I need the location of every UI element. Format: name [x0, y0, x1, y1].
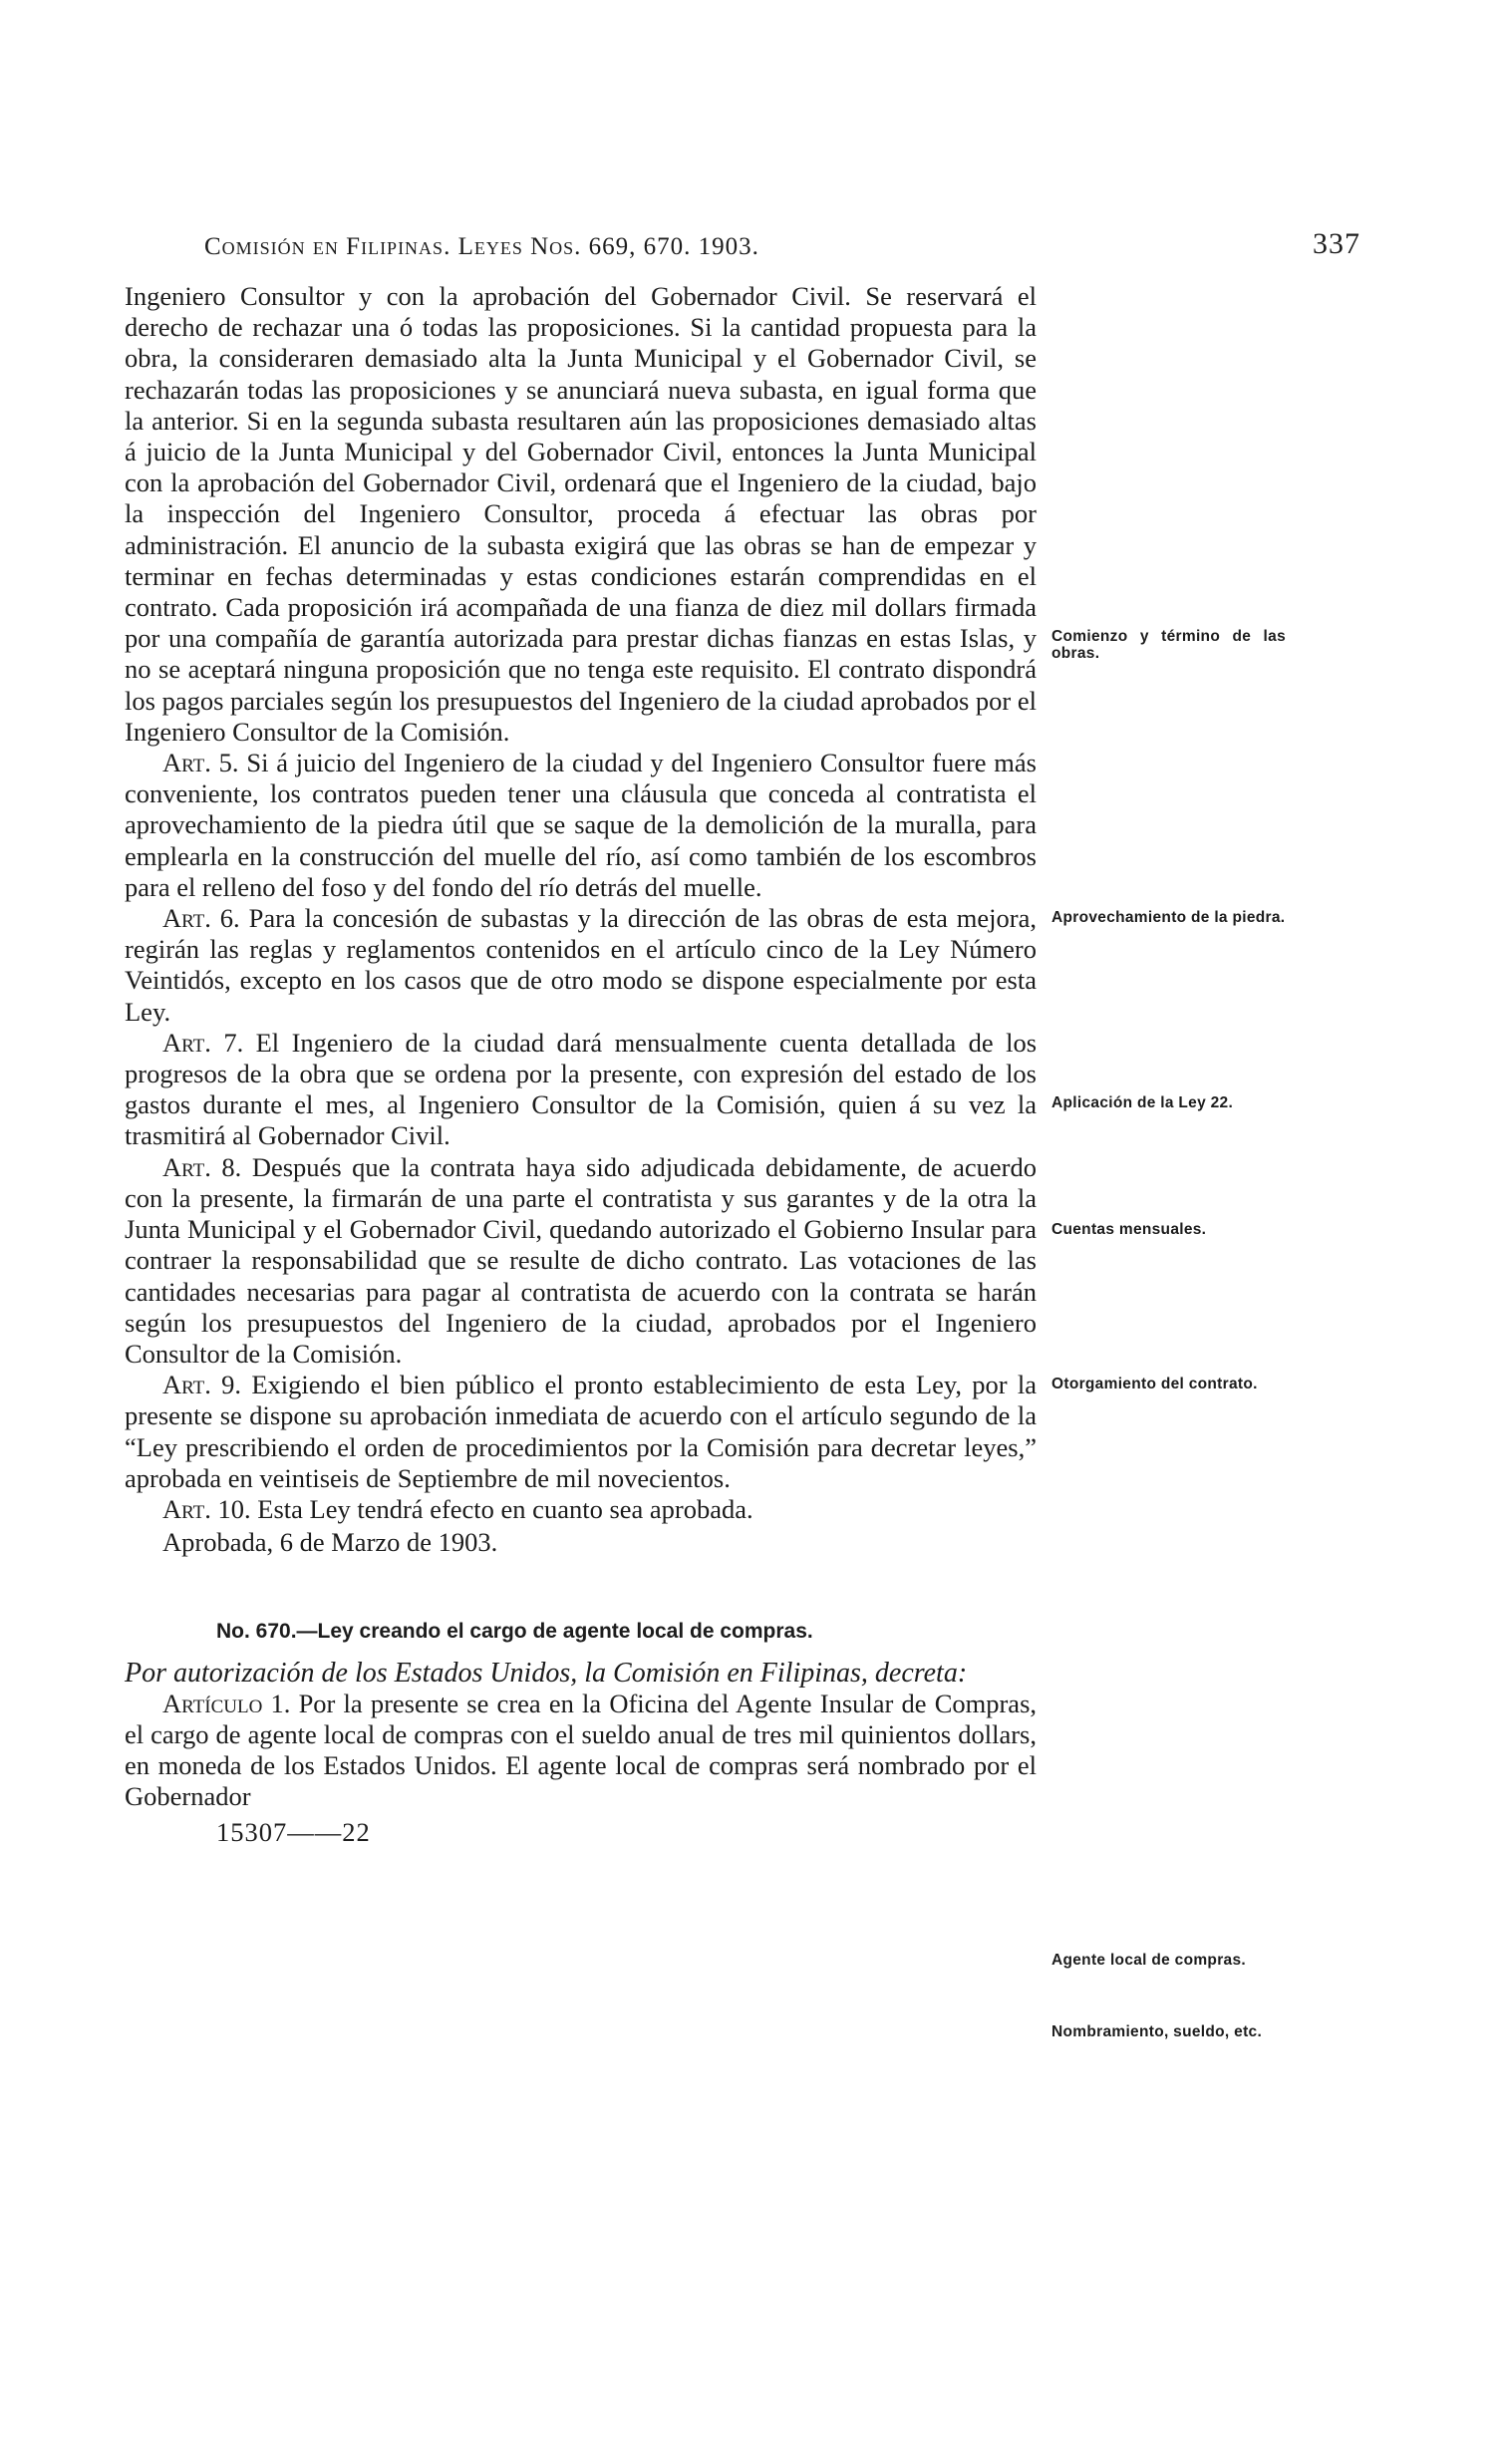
- article-label: Art. 5.: [162, 748, 239, 778]
- approval-date: Aprobada, 6 de Marzo de 1903.: [162, 1527, 498, 1558]
- margin-note-cuentas: Cuentas mensuales.: [1051, 1221, 1207, 1238]
- article-6: [125, 903, 1037, 1028]
- running-header: [204, 227, 1360, 267]
- article-7: [125, 1028, 1037, 1152]
- article-text: Si á juicio del Ingeniero de la ciudad y del Ingeniero Consultor fuere más conveniente, los contratos pueden tener una cláusula que conceda al contratista el aprovechamiento de la piedra útil que se saque de la demolición de la muralla, para emplearla en la construcción del muelle del río, así como también de los escombros para el relleno del foso y del fondo del río detrás del muelle.: [125, 748, 1037, 902]
- article-label: Art. 10.: [162, 1493, 251, 1524]
- article-text: Después que la contrata haya sido adjudicada debidamente, de acuerdo con la presente, la firmarán de una parte el contratista y sus garantes y de la otra la Junta Municipal y el Gobernador Civil, quedando autorizado el Gobierno Insular para contraer la responsabilidad que se resulte de dicho contrato. Las votaciones de las cantidades necesarias para pagar al contratista de acuerdo con la contrata se harán según los presupuestos del Ingeniero de la ciudad, aprobados por el Ingeniero Consultor de la Comisión.: [125, 1151, 1037, 1369]
- article-10: [125, 1494, 1037, 1525]
- article-label: Art. 7.: [162, 1027, 244, 1058]
- margin-note-nombramiento: Nombramiento, sueldo, etc.: [1051, 2023, 1263, 2040]
- article-5: [125, 748, 1037, 903]
- main-text: [125, 281, 1037, 1848]
- margin-note-comienzo: Comienzo y término de las obras.: [1051, 628, 1286, 662]
- paragraph-continued: Ingeniero Consultor y con la aprobación del Gobernador Civil. Se reservará el derecho de rechazar una ó todas las proposiciones. Si la cantidad propuesta para la obra, la consideraren demasiado alta la Junta Municipal y el Gobernador Civil, se rechazarán todas las proposiciones y se anunciará nueva subasta, en igual forma que la anterior. Si en la segunda subasta resultaren aún las proposiciones demasiado altas á juicio de la Junta Municipal y del Gobernador Civil, entonces la Junta Municipal con la aprobación del Gobernador Civil, ordenará que el Ingeniero de la ciudad, bajo la inspección del Ingeniero Consultor, proceda á efectuar las obras por administración. El anuncio de la subasta exigirá que las obras se han de empezar y terminar en fechas determinadas y estas condiciones estarán comprendidas en el contrato. Cada proposición irá acompañada de una fianza de diez mil dollars firmada por una compañía de garantía autorizada para prestar dichas fianzas en estas Islas, y no se aceptará ninguna proposición que no tenga este requisito. El contrato dispondrá los pagos parciales según los presupuestos del Ingeniero de la ciudad aprobados por el Ingeniero Consultor de la Comisión.: [125, 281, 1037, 747]
- article-text: Exigiendo el bien público el pronto establecimiento de esta Ley, por la presente se dispone su aprobación inmediata de acuerdo con el artículo segundo de la “Ley prescribiendo el orden de procedimientos por la Comisión para decretar leyes,” aprobada en veintiseis de Septiembre de mil novecientos.: [125, 1370, 1038, 1493]
- page-number: 337: [1313, 227, 1360, 260]
- article-label: Art. 8.: [162, 1151, 242, 1182]
- article-label: Artículo 1.: [162, 1688, 291, 1718]
- article-8: [125, 1152, 1037, 1370]
- article-label: Art. 9.: [162, 1370, 242, 1400]
- running-title: Comisión en Filipinas. Leyes Nos. 669, 670. 1903.: [204, 233, 759, 260]
- article-text: Esta Ley tendrá efecto en cuanto sea aprobada.: [257, 1493, 753, 1524]
- law-670-title: No. 670.—Ley creando el cargo de agente local de compras.: [216, 1620, 813, 1644]
- enacting-clause: Por autorización de los Estados Unidos, la Comisión en Filipinas, decreta:: [125, 1657, 968, 1689]
- margin-note-aplicacion: Aplicación de la Ley 22.: [1051, 1094, 1234, 1111]
- article-label: Art. 6.: [162, 903, 240, 934]
- article-1: [125, 1689, 1037, 1813]
- margin-note-aprovechamiento: Aprovechamiento de la piedra.: [1051, 909, 1286, 926]
- printer-signature-code: 15307——22: [216, 1816, 371, 1847]
- article-9: [125, 1370, 1037, 1494]
- article-text: El Ingeniero de la ciudad dará mensualmente cuenta detallada de los progresos de la obra que se ordena por la presente, con expresión del estado de los gastos durante el mes, al Ingeniero Consultor de la Comisión, quien á su vez la trasmitirá al Gobernador Civil.: [125, 1027, 1038, 1151]
- margin-note-otorgamiento: Otorgamiento del contrato.: [1051, 1376, 1258, 1392]
- article-text: Por la presente se crea en la Oficina del Agente Insular de Compras, el cargo de agente local de compras con el sueldo anual de tres mil quinientos dollars, en moneda de los Estados Unidos. El agente local de compras será nombrado por el Gobernador: [125, 1688, 1038, 1812]
- margin-note-agente: Agente local de compras.: [1051, 1952, 1246, 1969]
- article-text: Para la concesión de subastas y la dirección de las obras de esta mejora, regirán las reglas y reglamentos contenidos en el artículo cinco de la Ley Número Veintidós, excepto en los casos que de otro modo se dispone especialmente por esta Ley.: [125, 903, 1038, 1027]
